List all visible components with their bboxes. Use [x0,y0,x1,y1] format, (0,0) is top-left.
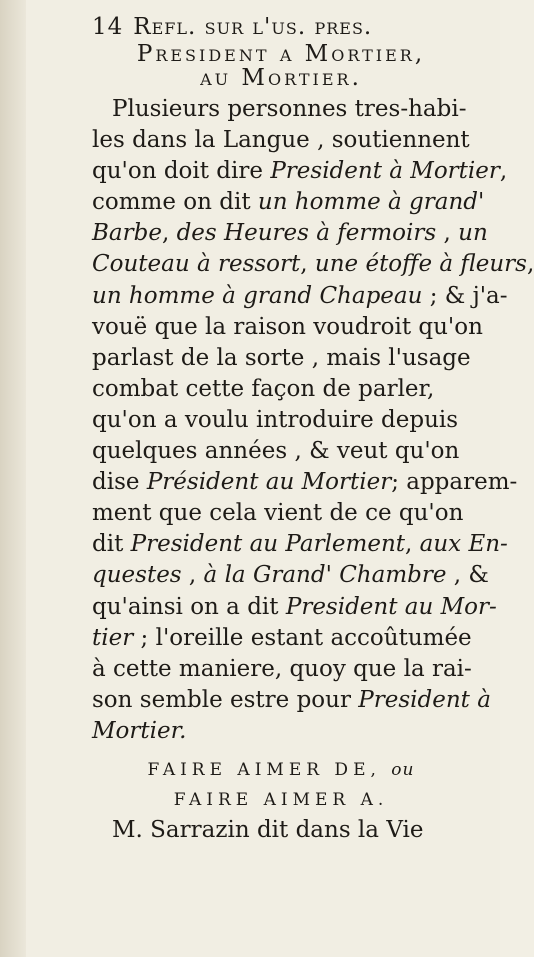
italic-run: des Heures à fermoirs [176,220,437,247]
text-run: comme on dit [92,189,258,216]
italic-run: un homme à grand' [257,189,485,216]
text-line [92,467,518,498]
text-run: ; apparem- [391,469,518,496]
text-run: , [161,220,177,247]
text-line [92,685,491,716]
section-heading-faire-aimer-de [92,757,470,783]
italic-run: questes [92,562,182,589]
text-line [92,249,534,280]
italic-run: Mortier. [92,717,187,744]
text-run: , [499,158,508,185]
text-line [92,529,508,560]
italic-run: un homme à grand Chapeau [92,282,423,309]
text-run: vouë que la raison voudroit qu'on [92,313,483,340]
italic-run: un [458,220,488,247]
text-line [92,654,470,685]
text-run: parlast de la sorte , mais l'usage [92,344,471,371]
text-run: ment que cela vient de ce qu'on [92,500,464,527]
text-run: qu'on a voulu introduire depuis [92,406,459,433]
section-heading-part: FAIRE AIMER DE, [147,759,392,780]
text-line [92,187,485,218]
italic-run: une étoffe à fleurs [314,251,527,278]
text-line [92,125,470,156]
text-line [92,312,483,343]
text-line [92,716,470,747]
text-run: Plusieurs personnes tres-habi- [112,96,467,122]
text-line [92,218,488,249]
running-head: Refl. sur l'us. pres. [133,14,373,40]
italic-run: Couteau à ressort [92,251,301,278]
italic-run: President à Mortier [270,158,500,185]
text-run: , [436,220,459,247]
text-run: , [181,562,204,589]
text-run: dit [92,531,131,558]
section-heading-faire-aimer-a: FAIRE AIMER A. [173,789,389,810]
text-line [92,156,508,187]
text-line [92,405,470,436]
text-line [92,94,470,125]
section-title-line-2: au Mortier. [200,65,362,91]
text-run: , [300,251,315,278]
italic-run: aux En- [419,531,508,558]
text-line [92,498,470,529]
text-line [92,281,508,312]
italic-run: President au Parlement [130,531,406,558]
text-run: ; & j'a- [422,282,508,309]
text-line [92,560,489,591]
italic-run: President à [358,686,491,713]
italic-run: Barbe [92,220,162,247]
text-run: ; l'oreille estant accoûtumée [133,624,472,651]
italic-run: à la Grand' Chambre [203,562,447,589]
text-run: qu'on doit dire [92,158,271,185]
text-line [92,592,497,623]
page-number: 14 [92,14,124,40]
section-heading-connector: ou [391,759,415,780]
text-run: qu'ainsi on a dit [92,593,286,620]
text-run: les dans la Langue , soutiennent [92,127,470,154]
text-line [92,623,470,654]
text-line [92,436,470,467]
section-title [92,42,470,90]
paragraph-president-a-mortier [92,94,534,747]
italic-run: Président au Mortier [146,469,392,496]
text-run: , [405,531,420,558]
running-header [92,14,470,42]
text-run: , & [446,562,489,589]
text-run: quelques années , & veut qu'on [92,438,460,465]
binding-gutter [0,0,26,957]
italic-run: President au Mor- [285,593,497,620]
text-run: combat cette façon de parler, [92,375,435,402]
text-run: son semble estre pour [92,686,359,713]
text-run: , [526,251,534,278]
text-line [92,343,470,374]
text-line [92,374,470,405]
text-line-last: M. Sarrazin dit dans la Vie [112,816,424,843]
text-run: dise [92,469,147,496]
italic-run: tier [92,624,134,651]
section-title-line-1: President a Mortier, [136,41,426,67]
text-run: à cette maniere, quoy que la rai- [92,655,472,682]
